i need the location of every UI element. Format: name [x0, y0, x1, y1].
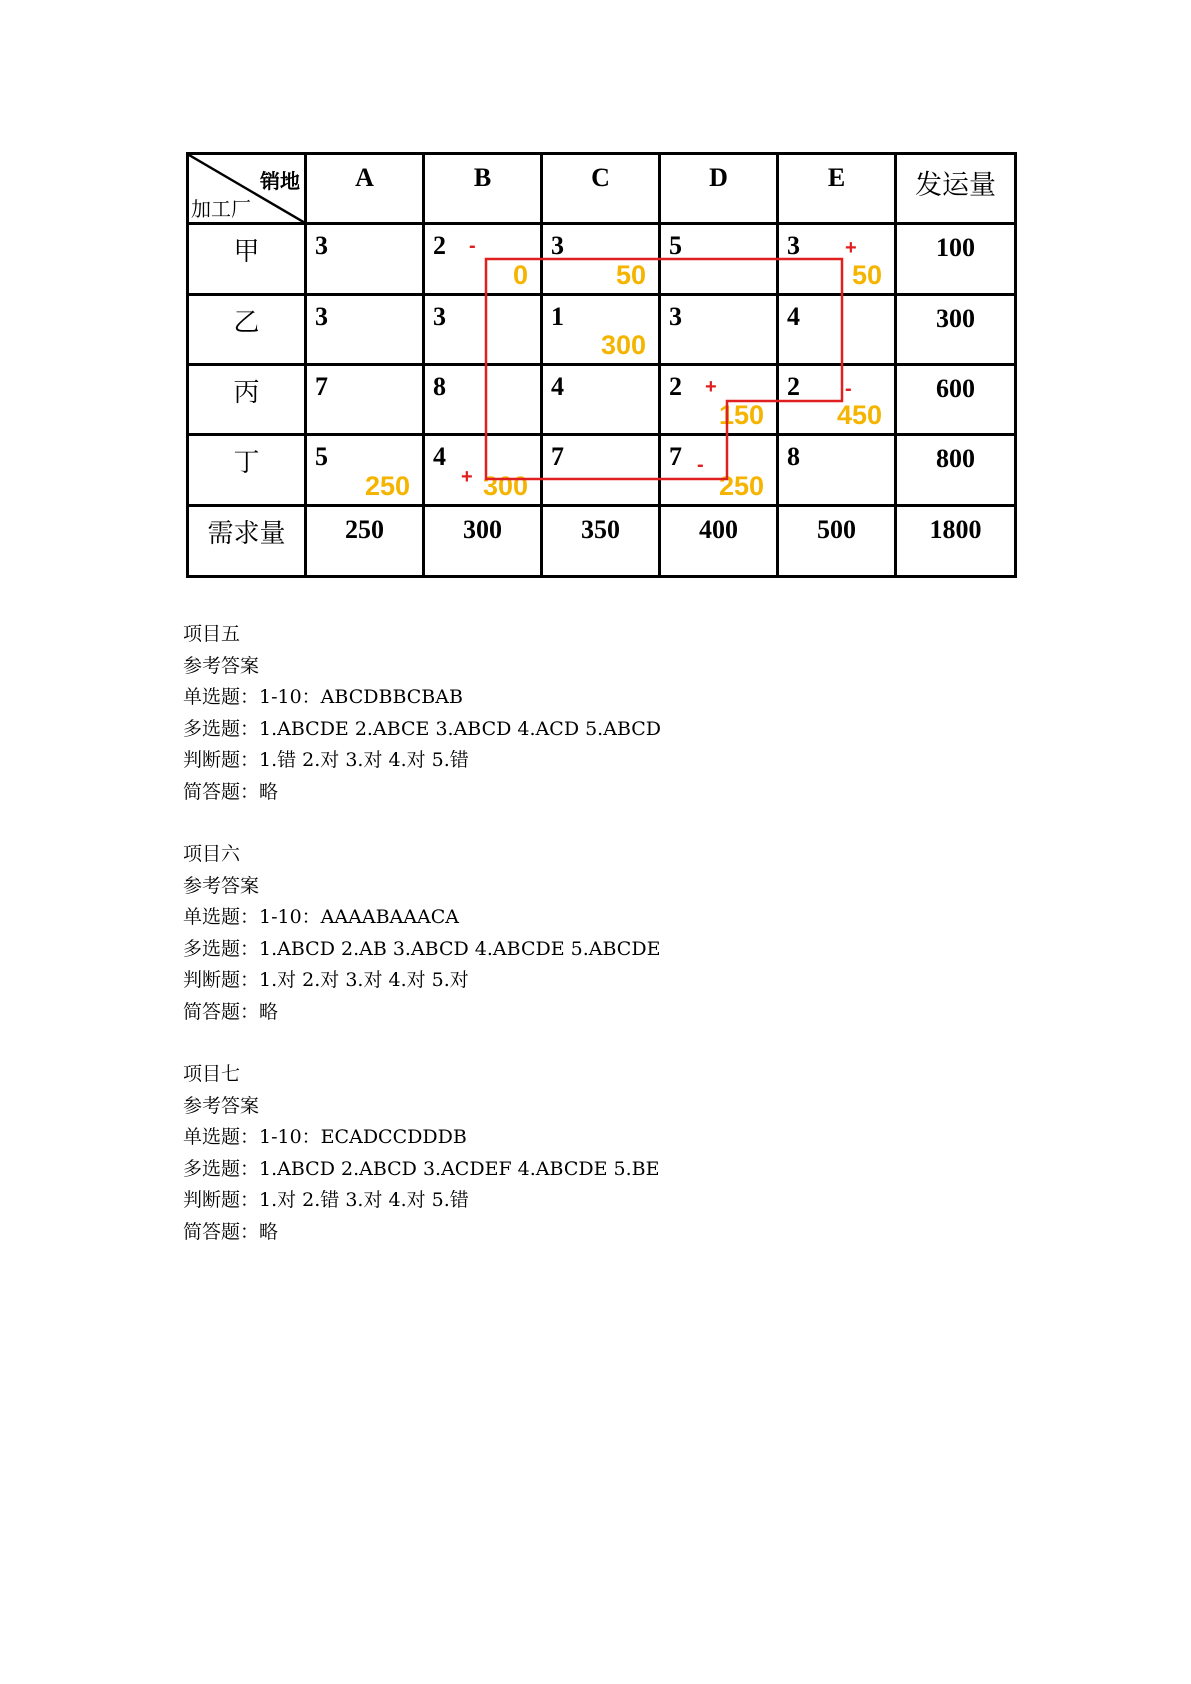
cycle-sign: - [697, 454, 704, 477]
cost-cell [306, 294, 424, 364]
cycle-sign: + [461, 466, 473, 489]
supply-value: 100 [896, 224, 1016, 294]
multi-choice-answers: 多选题：1.ABCD 2.ABCD 3.ACDEF 4.ABCDE 5.BE [183, 1157, 660, 1180]
section-title: 项目五 [183, 623, 241, 645]
section-subtitle: 参考答案 [183, 654, 260, 677]
cost-cell [424, 224, 542, 294]
unit-cost: 5 [669, 231, 682, 261]
cost-cell [424, 294, 542, 364]
transportation-table-wrapper [186, 152, 1014, 578]
supply-value: 800 [896, 435, 1016, 505]
transportation-table [186, 152, 1017, 578]
column-header: D [660, 154, 778, 224]
cost-cell [778, 294, 896, 364]
cost-cell [306, 435, 424, 505]
allocation-value: 50 [615, 259, 646, 290]
unit-cost: 3 [315, 231, 328, 261]
corner-top-label: 销地 [260, 169, 300, 193]
corner-cell [188, 154, 306, 224]
allocation-value: 250 [364, 470, 410, 501]
section-7 [183, 1059, 659, 1248]
allocation-value: 250 [718, 470, 764, 501]
row-label: 乙 [188, 294, 306, 364]
column-header: C [542, 154, 660, 224]
unit-cost: 3 [787, 231, 800, 261]
section-title: 项目六 [183, 843, 241, 865]
single-choice-answers: 单选题：1-10：AAAABAAACA [183, 906, 459, 928]
unit-cost: 4 [433, 442, 446, 472]
cycle-sign: + [705, 375, 717, 398]
true-false-answers: 判断题：1.对 2.对 3.对 4.对 5.对 [183, 969, 469, 991]
cost-cell [778, 364, 896, 434]
cost-cell [542, 435, 660, 505]
row-label: 丙 [188, 364, 306, 434]
demand-total: 1800 [896, 505, 1016, 576]
row-label: 丁 [188, 435, 306, 505]
supply-value: 600 [896, 364, 1016, 434]
cycle-sign: - [845, 377, 852, 400]
unit-cost: 2 [433, 231, 446, 261]
unit-cost: 7 [315, 371, 328, 401]
unit-cost: 5 [315, 442, 328, 472]
section-subtitle: 参考答案 [183, 1094, 260, 1117]
cost-cell [424, 364, 542, 434]
section-title: 项目七 [183, 1063, 241, 1085]
cost-cell [660, 294, 778, 364]
unit-cost: 7 [669, 442, 682, 472]
supply-header: 发运量 [896, 154, 1016, 224]
cost-cell [424, 435, 542, 505]
demand-value: 500 [778, 505, 896, 576]
cost-cell [778, 435, 896, 505]
multi-choice-answers: 多选题：1.ABCD 2.AB 3.ABCD 4.ABCDE 5.ABCDE [183, 937, 661, 960]
unit-cost: 7 [551, 442, 564, 472]
unit-cost: 2 [669, 371, 682, 401]
cost-cell [542, 294, 660, 364]
cost-cell [306, 224, 424, 294]
cost-cell [306, 364, 424, 434]
demand-value: 400 [660, 505, 778, 576]
unit-cost: 3 [669, 301, 682, 331]
short-answer: 简答题：略 [183, 780, 279, 803]
unit-cost: 8 [787, 442, 800, 472]
short-answer: 简答题：略 [183, 1000, 279, 1023]
allocation-value: 0 [512, 259, 528, 290]
cost-cell [778, 224, 896, 294]
supply-value: 300 [896, 294, 1016, 364]
multi-choice-answers: 多选题：1.ABCDE 2.ABCE 3.ABCD 4.ACD 5.ABCD [183, 717, 662, 740]
unit-cost: 4 [787, 301, 800, 331]
demand-row-label: 需求量 [188, 505, 306, 576]
cycle-sign: + [845, 237, 857, 260]
allocation-value: 450 [836, 400, 882, 431]
column-header: B [424, 154, 542, 224]
cost-cell [660, 224, 778, 294]
unit-cost: 3 [551, 231, 564, 261]
allocation-value: 150 [718, 400, 764, 431]
cycle-sign: - [469, 235, 476, 258]
unit-cost: 2 [787, 371, 800, 401]
unit-cost: 8 [433, 371, 446, 401]
demand-value: 350 [542, 505, 660, 576]
unit-cost: 1 [551, 301, 564, 331]
cost-cell [542, 224, 660, 294]
single-choice-answers: 单选题：1-10：ABCDBBCBAB [183, 686, 463, 708]
cost-cell [660, 435, 778, 505]
unit-cost: 3 [433, 301, 446, 331]
single-choice-answers: 单选题：1-10：ECADCCDDDB [183, 1126, 467, 1148]
column-header: E [778, 154, 896, 224]
true-false-answers: 判断题：1.对 2.错 3.对 4.对 5.错 [183, 1189, 469, 1211]
column-header: A [306, 154, 424, 224]
allocation-value: 300 [600, 329, 646, 360]
unit-cost: 3 [315, 301, 328, 331]
corner-bottom-label: 加工厂 [191, 197, 251, 222]
unit-cost: 4 [551, 371, 564, 401]
cost-cell [660, 364, 778, 434]
section-5 [183, 619, 661, 808]
demand-value: 250 [306, 505, 424, 576]
section-6 [183, 839, 660, 1028]
demand-value: 300 [424, 505, 542, 576]
true-false-answers: 判断题：1.错 2.对 3.对 4.对 5.错 [183, 749, 469, 771]
allocation-value: 50 [851, 259, 882, 290]
row-label: 甲 [188, 224, 306, 294]
cost-cell [542, 364, 660, 434]
allocation-value: 300 [482, 470, 528, 501]
short-answer: 简答题：略 [183, 1220, 279, 1243]
section-subtitle: 参考答案 [183, 874, 260, 897]
